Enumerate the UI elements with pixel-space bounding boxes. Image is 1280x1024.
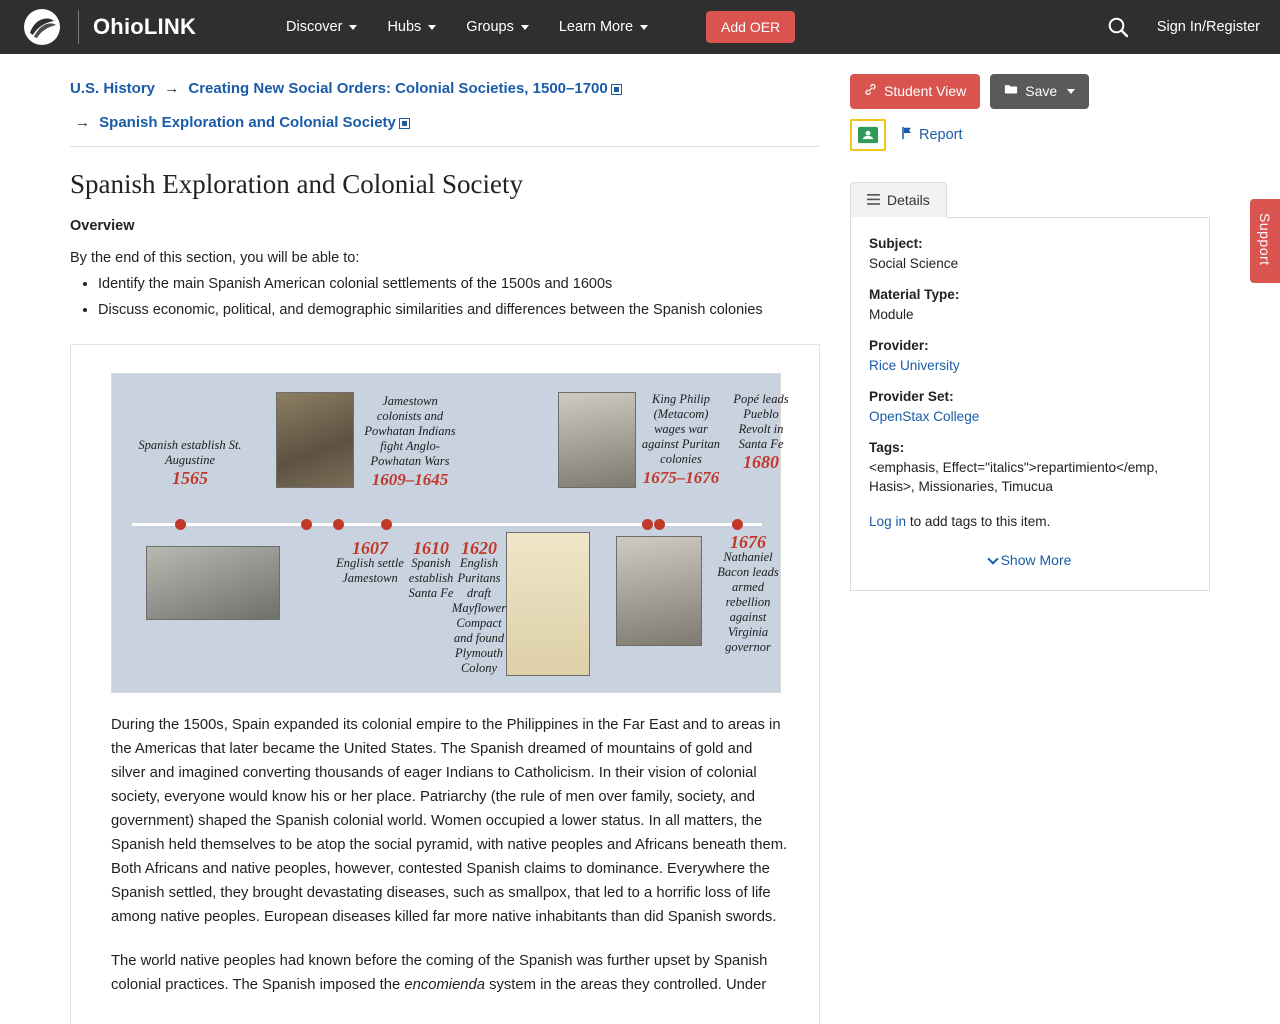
timeline-event-above [138,438,242,486]
material-type-label: Material Type: [869,287,960,302]
timeline-figure [111,373,789,693]
provider-value-link[interactable]: Rice University [869,358,960,373]
body-paragraph-2-emphasis: encomienda [404,977,485,993]
timeline-event-below [336,538,404,586]
nav-learn-more[interactable] [559,19,648,35]
chevron-down-icon [1067,89,1075,94]
ohiolink-logo-icon [20,7,64,47]
flag-icon [900,126,913,144]
provider-set-label: Provider Set: [869,389,954,404]
tags-value: <emphasis, Effect="italics">repartimiento</emp, Hasis>, Missionaries, Timucua [869,460,1158,494]
timeline-dot [301,519,312,530]
timeline-event-text: Nathaniel Bacon leads armed rebellion against Virginia governor [717,550,779,654]
breadcrumb-row-2 [70,106,820,140]
log-in-link[interactable]: Log in [869,514,907,529]
timeline-event-text: Jamestown colonists and Powhatan Indians fight Anglo-Powhatan Wars [364,394,456,468]
chevron-down-icon [987,553,998,564]
chevron-down-icon [349,25,357,30]
nav-hubs[interactable] [387,19,436,35]
timeline-event-below [448,538,510,676]
search-icon[interactable] [1107,16,1129,38]
breadcrumb-item-current[interactable]: Spanish Exploration and Colonial Society [99,114,396,131]
timeline-event-above [360,394,460,487]
jamestown-portrait-image [276,392,354,488]
left-column [0,54,820,1024]
subject-label: Subject: [869,236,923,251]
resource-content-card [70,344,820,1024]
breadcrumb [70,72,820,147]
timeline-event-below [710,532,786,655]
overview-label: Overview [70,218,135,234]
body-paragraph-2 [111,949,789,997]
action-buttons-row [850,74,1220,109]
timeline-event-text: Spanish establish St. Augustine [138,438,242,467]
nav-learn-more-label: Learn More [558,19,634,35]
nav-discover[interactable] [286,19,357,35]
timeline-dot [732,519,743,530]
nathaniel-bacon-portrait [616,536,702,646]
timeline-dot [654,519,665,530]
timeline-event-above [640,392,722,485]
student-view-label: Student View [884,83,967,99]
timeline-event-year: 1680 [743,452,779,472]
tags-label: Tags: [869,440,905,455]
timeline-event-year: 1675–1676 [642,468,720,487]
brand[interactable] [20,7,196,47]
save-label: Save [1025,83,1058,99]
details-panel [850,181,1210,591]
link-icon [864,83,877,100]
mayflower-compact-document [506,532,590,676]
student-view-button[interactable] [850,74,980,109]
secondary-actions-row [850,119,1220,151]
breadcrumb-item-colonial-societies[interactable]: Creating New Social Orders: Colonial Societies, 1500–1700 [188,80,608,97]
timeline-event-text: English Puritans draft Mayflower Compact and found Plymouth Colony [451,556,507,675]
chevron-down-icon [640,25,648,30]
timeline-event-year: 1607 [352,538,388,558]
list-item: • Identify the main Spanish American colonial settlements of the 1500s and 1600s [98,272,820,296]
timeline-dot [175,519,186,530]
right-column [820,54,1220,1024]
google-classroom-icon[interactable] [850,119,886,151]
timeline-event-year: 1676 [730,532,766,552]
page-title: Spanish Exploration and Colonial Society [70,169,523,199]
material-type-value: Module [869,307,914,322]
report-link[interactable] [900,126,963,144]
tab-details[interactable] [850,182,947,218]
body-paragraph-2-a: The world native peoples had known before the coming of the Spanish was further upset by Spanish colonial practices. The Spanish imposed the [111,953,768,993]
breadcrumb-item-us-history[interactable]: U.S. History [70,80,156,97]
page-body [0,54,1280,1024]
timeline-event-year: 1620 [461,538,497,558]
subject-value: Social Science [869,256,959,271]
objectives-list [70,272,820,322]
timeline-axis [132,523,762,526]
details-tabs [850,181,1210,217]
login-rest-text: to add tags to this item. [906,514,1051,529]
folder-icon [1004,83,1018,100]
support-tab[interactable] [1250,199,1280,283]
brand-divider [78,10,79,44]
chevron-down-icon [428,25,436,30]
nav-right [1107,16,1260,38]
chevron-down-icon [521,25,529,30]
details-body [850,217,1210,591]
timeline-event-year: 1610 [413,538,449,558]
login-to-add-tags [869,512,1191,531]
nav-discover-label: Discover [286,19,343,35]
list-item: • Discuss economic, political, and demographic similarities and differences between the Spanish colonies [98,298,820,322]
body-paragraph-1: During the 1500s, Spain expanded its colonial empire to the Philippines in the Far East and to areas in the Americas that later became the United States. The Spanish dreamed of mountains of gold and silver and imagined converting thousands of eager Indians to Catholicism. In their vision of colonial society, everyone would know his or her place. Patriarchy (the rule of men over family, society, and government) shaped the Spanish colonial world. Women occupied a lower status. In all matters, the Spanish held themselves to be atop the social pyramid, with native peoples and Africans beneath them. Both Africans and native peoples, however, contested Spanish claims to dominance. Everywhere the Spanish settled, they brought devastating diseases, such as smallpox, that led to a horrific loss of life among native peoples. European diseases killed far more native inhabitants than did Spanish swords. [111,717,788,925]
st-augustine-photo [146,546,280,620]
external-link-icon[interactable] [399,118,410,129]
king-philip-image [558,392,636,488]
timeline-dot [381,519,392,530]
nav-groups-label: Groups [466,19,514,35]
nav-hubs-label: Hubs [387,19,422,35]
external-link-icon[interactable] [611,84,622,95]
timeline-event-year: 1609–1645 [371,470,449,489]
top-navbar [0,0,1280,54]
body-paragraph-2-b: system in the areas they controlled. Under [485,977,767,993]
support-label: Support [1257,213,1273,266]
add-oer-button[interactable]: Add OER [706,11,795,43]
list-icon [867,192,880,208]
report-label: Report [919,127,963,143]
show-more-button[interactable] [869,551,1191,570]
nav-items [286,11,795,43]
overview-intro: By the end of this section, you will be able to: [70,250,360,266]
timeline-event-text: Popé leads Pueblo Revolt in Santa Fe [733,392,789,451]
timeline-inner [132,390,789,680]
timeline-event-text: King Philip (Metacom) wages war against Puritan colonies [641,392,721,466]
show-more-label: Show More [1000,552,1072,568]
breadcrumb-arrow-1: → [164,80,180,97]
nav-groups[interactable] [466,19,529,35]
save-button[interactable] [990,74,1089,109]
timeline-dot [642,519,653,530]
signin-register-link[interactable]: Sign In/Register [1156,19,1260,35]
timeline-event-text: Spanish establish Santa Fe [408,556,454,600]
provider-set-value-link[interactable]: OpenStax College [869,409,980,424]
timeline-dot [333,519,344,530]
timeline-event-year: 1565 [172,468,208,488]
tab-details-label: Details [887,192,930,208]
breadcrumb-arrow-2: → [75,114,90,131]
timeline-event-text: English settle Jamestown [336,556,404,585]
timeline-event-above [728,392,794,470]
brand-name: OhioLINK [93,14,197,39]
provider-label: Provider: [869,338,929,353]
